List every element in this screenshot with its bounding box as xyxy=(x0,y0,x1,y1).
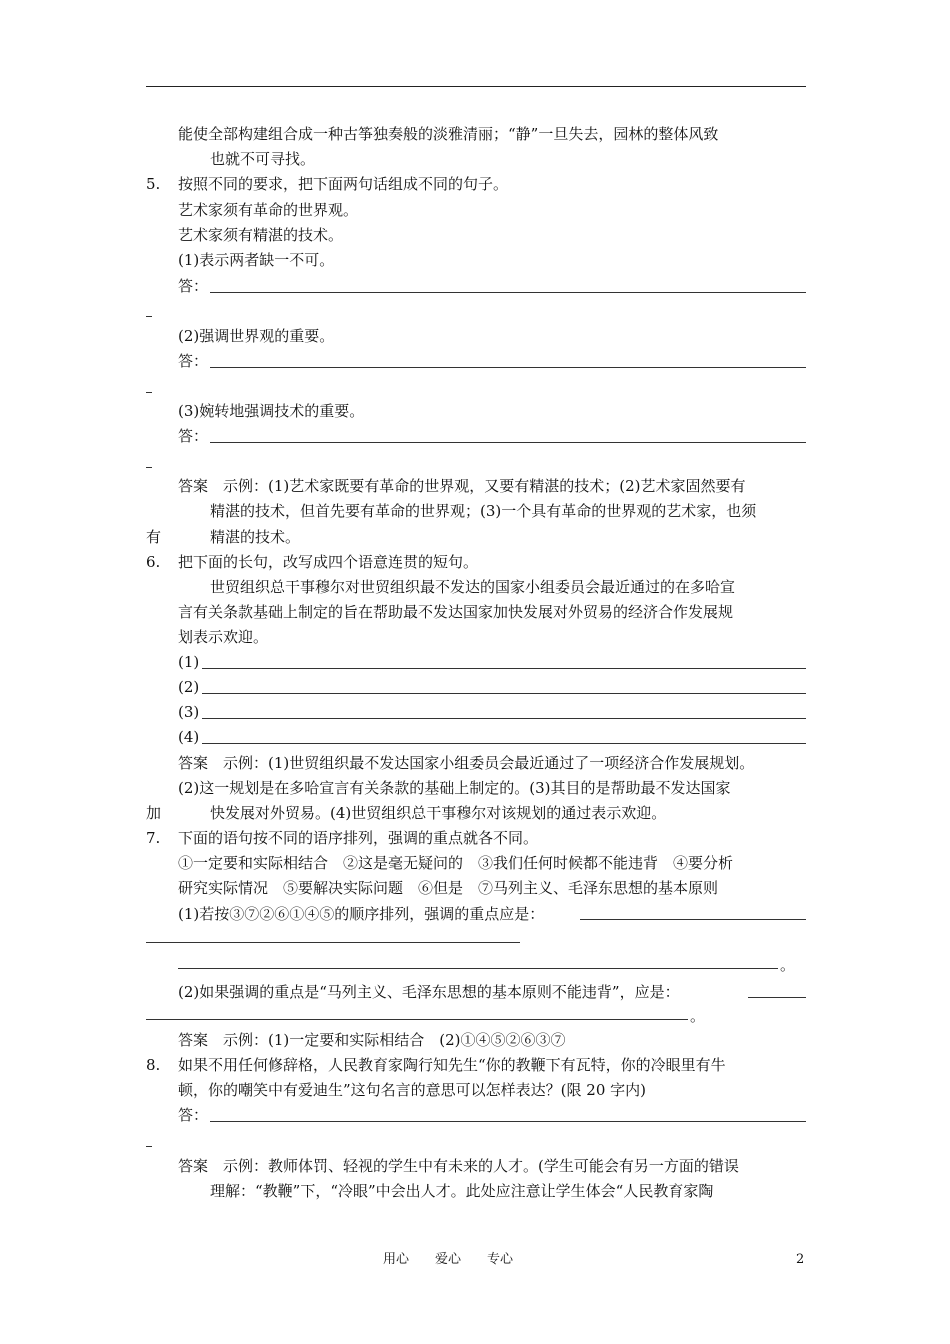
question-6-text: 世贸组织总干事穆尔对世贸组织最不发达的国家小组委员会最近通过的在多哈宣 xyxy=(210,578,736,596)
answer-text: 加 xyxy=(146,804,162,822)
question-5-prompt: 按照不同的要求，把下面两句话组成不同的句子。 xyxy=(178,175,509,193)
question-8-text: 如果不用任何修辞格，人民教育家陶行知先生“你的教鞭下有瓦特，你的冷眼里有牛 xyxy=(178,1056,726,1074)
header-rule xyxy=(146,86,806,87)
answer-blank[interactable] xyxy=(202,693,806,694)
question-8-text: 顿，你的嘲笑中有爱迪生”这句名言的意思可以怎样表达？(限 20 字内) xyxy=(178,1081,646,1099)
question-5-part-2: (2)强调世界观的重要。 xyxy=(178,327,335,345)
answer-text: 精湛的技术，但首先要有革命的世界观；(3)一个具有革命的世界观的艺术家，也须 xyxy=(210,502,757,520)
question-7-part-2: (2)如果强调的重点是“马列主义、毛泽东思想的基本原则不能违背”，应是： xyxy=(178,983,680,1001)
blank-label: (1) xyxy=(178,653,200,671)
question-5-sentence-1: 艺术家须有革命的世界观。 xyxy=(178,201,359,219)
answer-label: 答： xyxy=(178,427,209,445)
question-6-text: 言有关条款基础上制定的旨在帮助最不发达国家加快发展对外贸易的经济合作发展规 xyxy=(178,603,734,621)
blank-label: (4) xyxy=(178,728,200,746)
question-5-part-3: (3)婉转地强调技术的重要。 xyxy=(178,402,365,420)
text-line: 也就不可寻找。 xyxy=(210,150,316,168)
answer-blank[interactable] xyxy=(748,997,806,998)
punctuation: 。 xyxy=(690,1007,706,1025)
text-line: 能使全部构建组合成一种古筝独奏般的淡雅清丽；“静”一旦失去，园林的整体风致 xyxy=(178,125,719,143)
answer-blank-continuation[interactable] xyxy=(146,467,152,468)
question-7-options: ①一定要和实际相结合 ②这是毫无疑问的 ③我们任何时候都不能违背 ④要分析 xyxy=(178,854,734,872)
question-7-options: 研究实际情况 ⑤要解决实际问题 ⑥但是 ⑦马列主义、毛泽东思想的基本原则 xyxy=(178,879,719,897)
question-number-8: 8. xyxy=(146,1056,161,1074)
question-5-sentence-2: 艺术家须有精湛的技术。 xyxy=(178,226,344,244)
answer-text: 答案 示例：(1)一定要和实际相结合 (2)①④⑤②⑥③⑦ xyxy=(178,1031,566,1049)
question-5-part-1: (1)表示两者缺一不可。 xyxy=(178,251,335,269)
answer-label: 答： xyxy=(178,277,209,295)
answer-blank[interactable] xyxy=(146,942,520,943)
page-number: 2 xyxy=(796,1252,805,1267)
footer-motto: 用心 爱心 专心 xyxy=(383,1252,514,1267)
blank-label: (3) xyxy=(178,703,200,721)
answer-text: 理解：“教鞭”下，“冷眼”中会出人才。此处应注意让学生体会“人民教育家陶 xyxy=(210,1182,714,1200)
answer-text: 答案 示例：(1)艺术家既要有革命的世界观，又要有精湛的技术；(2)艺术家固然要有 xyxy=(178,477,746,495)
answer-text: 精湛的技术。 xyxy=(210,528,301,546)
answer-blank[interactable] xyxy=(580,919,806,920)
answer-blank[interactable] xyxy=(202,668,806,669)
answer-label: 答： xyxy=(178,352,209,370)
question-7-part-1: (1)若按③⑦②⑥①④⑤的顺序排列，强调的重点应是： xyxy=(178,905,545,923)
answer-text: 快发展对外贸易。(4)世贸组织总干事穆尔对该规划的通过表示欢迎。 xyxy=(210,804,667,822)
question-6-text: 划表示欢迎。 xyxy=(178,628,269,646)
answer-blank[interactable] xyxy=(210,367,806,368)
answer-blank[interactable] xyxy=(210,442,806,443)
question-number-7: 7. xyxy=(146,829,161,847)
answer-label: 答： xyxy=(178,1106,209,1124)
answer-text: (2)这一规划是在多哈宣言有关条款的基础上制定的。(3)其目的是帮助最不发达国家 xyxy=(178,779,731,797)
answer-blank[interactable] xyxy=(210,1121,806,1122)
answer-blank-continuation[interactable] xyxy=(146,1146,152,1147)
answer-blank[interactable] xyxy=(210,292,806,293)
answer-blank[interactable] xyxy=(178,968,778,969)
answer-blank[interactable] xyxy=(146,1019,688,1020)
answer-blank-continuation[interactable] xyxy=(146,392,152,393)
answer-text: 答案 示例：教师体罚、轻视的学生中有未来的人才。(学生可能会有另一方面的错误 xyxy=(178,1157,739,1175)
answer-blank[interactable] xyxy=(202,743,806,744)
answer-text: 答案 示例：(1)世贸组织最不发达国家小组委员会最近通过了一项经济合作发展规划。 xyxy=(178,754,755,772)
question-7-prompt: 下面的语句按不同的语序排列，强调的重点就各不同。 xyxy=(178,829,539,847)
question-number-6: 6. xyxy=(146,553,161,571)
answer-blank-continuation[interactable] xyxy=(146,316,152,317)
answer-text: 有 xyxy=(146,528,162,546)
punctuation: 。 xyxy=(780,956,796,974)
blank-label: (2) xyxy=(178,678,200,696)
question-6-prompt: 把下面的长句，改写成四个语意连贯的短句。 xyxy=(178,553,479,571)
answer-blank[interactable] xyxy=(202,718,806,719)
question-number-5: 5. xyxy=(146,175,161,193)
